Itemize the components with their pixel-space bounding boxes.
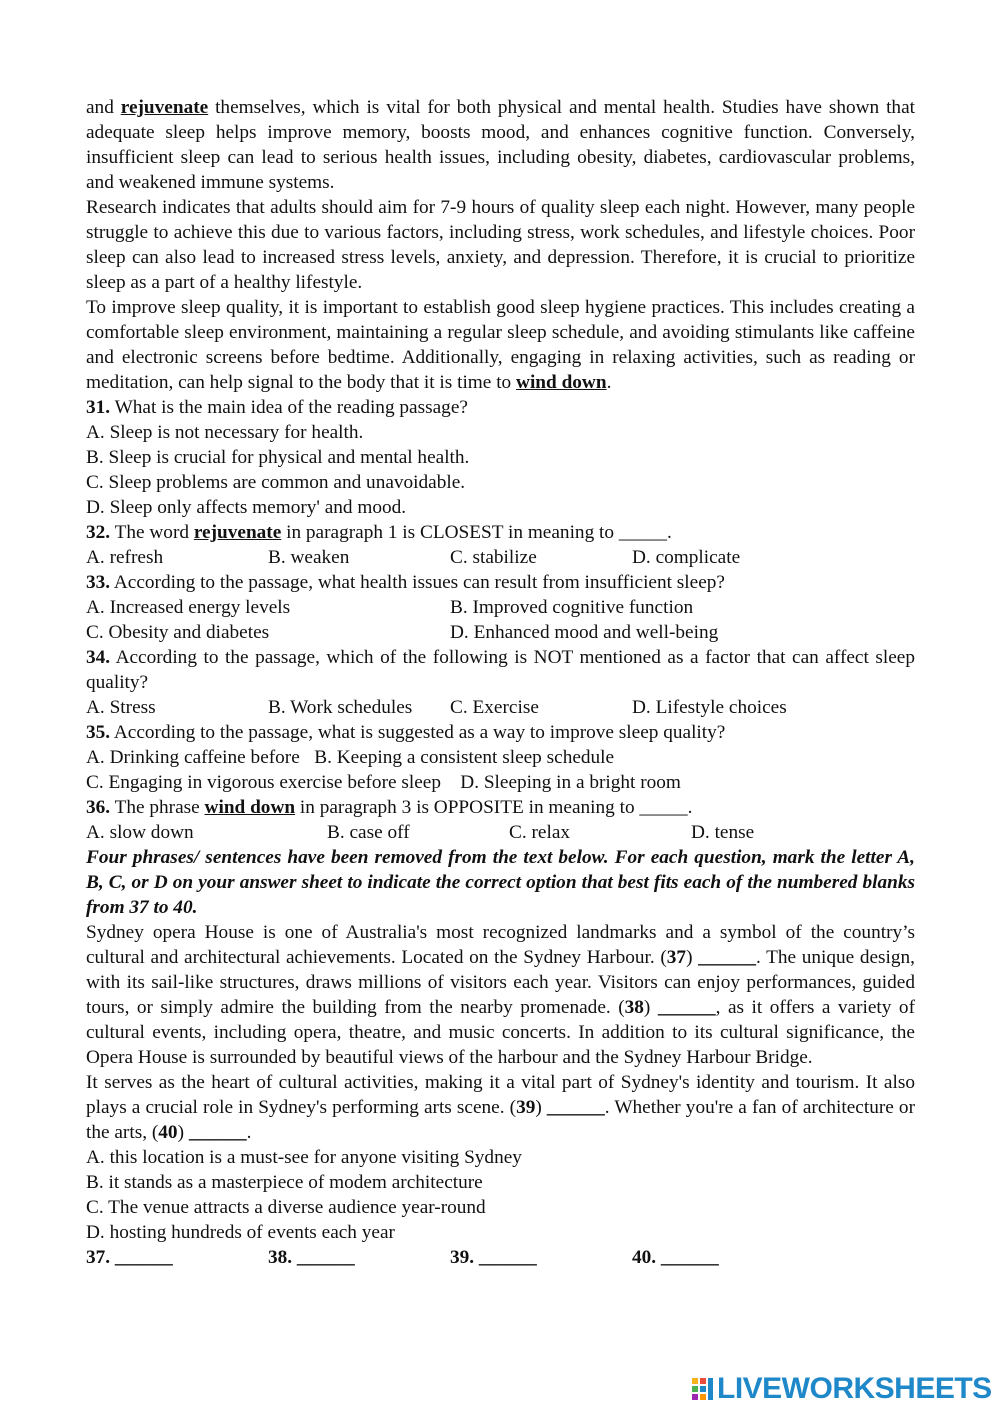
option-32-a: A. refresh [86, 547, 164, 568]
option-36-b: B. case off [327, 822, 410, 843]
liveworksheets-logo-icon [692, 1376, 714, 1402]
answer-blank-38[interactable]: 38. ______ [268, 1247, 355, 1268]
passage-paragraph-3: To improve sleep quality, it is important to establish good sleep hygiene practices. This includes creating a comfortable sleep environment, maintaining a regular sleep schedule, and avoiding stimulants like caffeine and electronic screens before bedtime. Additionally, engaging in relaxing activities, such as reading or meditation, can help signal to the body that it is time to wind down. [86, 297, 915, 393]
option-34-c: C. Exercise [450, 697, 539, 718]
option-31-d: D. Sleep only affects memory' and mood. [86, 497, 407, 518]
option-31-a: A. Sleep is not necessary for health. [86, 422, 364, 443]
options-32 [86, 545, 915, 570]
option-32-c: C. stabilize [450, 547, 537, 568]
liveworksheets-logo-text: LIVEWORKSHEETS [717, 1372, 992, 1405]
option-36-d: D. tense [691, 822, 755, 843]
option-34-a: A. Stress [86, 697, 156, 718]
options-33-cd [86, 620, 915, 645]
cloze-option-d: D. hosting hundreds of events each year [86, 1222, 395, 1243]
option-36-c: C. relax [509, 822, 571, 843]
question-36: 36. The phrase wind down in paragraph 3 is OPPOSITE in meaning to _____. [86, 797, 693, 818]
option-33-a: A. Increased energy levels [86, 597, 291, 618]
options-36 [86, 820, 915, 845]
blank-number-38: 38 [624, 997, 644, 1018]
liveworksheets-logo [692, 1374, 992, 1404]
section-instruction: Four phrases/ sentences have been removed from the text below. For each question, mark the letter A, B, C, or D on your answer sheet to indicate the correct option that best fits each of the numbered blanks from 37 to 40. [86, 847, 915, 918]
option-31-c: C. Sleep problems are common and unavoidable. [86, 472, 466, 493]
option-36-a: A. slow down [86, 822, 194, 843]
blank-number-37: 37 [666, 947, 687, 968]
blank-number-40: 40 [158, 1122, 178, 1143]
question-32: 32. The word rejuvenate in paragraph 1 is CLOSEST in meaning to _____. [86, 522, 672, 543]
blank-40: ______ [188, 1122, 247, 1143]
keyword-rejuvenate: rejuvenate [120, 97, 209, 118]
answer-blank-37[interactable]: 37. ______ [86, 1247, 173, 1268]
option-32-b: B. weaken [268, 547, 350, 568]
answer-blank-39[interactable]: 39. ______ [450, 1247, 537, 1268]
cloze-option-b: B. it stands as a masterpiece of modem architecture [86, 1172, 483, 1193]
answer-blank-40[interactable]: 40. ______ [632, 1247, 719, 1268]
option-34-d: D. Lifestyle choices [632, 697, 787, 718]
keyword-wind-down: wind down [204, 797, 296, 818]
blank-number-39: 39 [516, 1097, 536, 1118]
question-31: 31. What is the main idea of the reading passage? [86, 397, 468, 418]
cloze-option-c: C. The venue attracts a diverse audience year-round [86, 1197, 486, 1218]
option-33-b: B. Improved cognitive function [450, 597, 694, 618]
passage-paragraph-2: Research indicates that adults should aim for 7-9 hours of quality sleep each night. However, many people struggle to achieve this due to various factors, including stress, work schedules, and lifestyle choices. Poor sleep can also lead to increased stress levels, anxiety, and depression. Therefore, it is crucial to prioritize sleep as a part of a healthy lifestyle. [86, 197, 915, 293]
answer-blanks-row [86, 1245, 915, 1270]
blank-39: ______ [546, 1097, 605, 1118]
blank-38: ______ [657, 997, 716, 1018]
passage-paragraph-1: and rejuvenate themselves, which is vital for both physical and mental health. Studies have shown that adequate sleep helps improve memory, boosts mood, and enhances cognitive function. Conversely, insufficient sleep can lead to serious health issues, including obesity, diabetes, cardiovascular problems, and weakened immune systems. [86, 97, 915, 193]
cloze-paragraph-2: It serves as the heart of cultural activities, making it a vital part of Sydney's identity and tourism. It also plays a crucial role in Sydney's performing arts scene. (39) ______. Whether you're a fan of architecture or the arts, (40) ______. [86, 1072, 915, 1143]
option-33-d: D. Enhanced mood and well-being [450, 622, 719, 643]
keyword-rejuvenate: rejuvenate [193, 522, 282, 543]
cloze-option-a: A. this location is a must-see for anyone visiting Sydney [86, 1147, 522, 1168]
options-35-ab: A. Drinking caffeine before B. Keeping a consistent sleep schedule [86, 747, 615, 768]
question-33: 33. According to the passage, what health issues can result from insufficient sleep? [86, 572, 725, 593]
option-31-b: B. Sleep is crucial for physical and mental health. [86, 447, 470, 468]
cloze-paragraph-1: Sydney opera House is one of Australia's most recognized landmarks and a symbol of the country’s cultural and architectural achievements. Located on the Sydney Harbour. (37) ______. The unique design, with its sail-like structures, draws millions of visitors each year. Visitors can enjoy performances, guided tours, or simply admire the building from the nearby promenade. (38) ______, as it offers a variety of cultural events, including opera, theatre, and music concerts. In addition to its cultural significance, the Opera House is surrounded by beautiful views of the harbour and the Sydney Harbour Bridge. [86, 922, 915, 1068]
keyword-wind-down: wind down [516, 372, 607, 393]
question-35: 35. According to the passage, what is suggested as a way to improve sleep quality? [86, 722, 726, 743]
options-34 [86, 695, 915, 720]
worksheet-page [86, 95, 915, 1270]
blank-37: ______ [698, 947, 756, 968]
options-33-ab [86, 595, 915, 620]
option-34-b: B. Work schedules [268, 697, 413, 718]
option-33-c: C. Obesity and diabetes [86, 622, 270, 643]
question-34: 34. According to the passage, which of the following is NOT mentioned as a factor that can affect sleep quality? [86, 647, 915, 693]
option-32-d: D. complicate [632, 547, 741, 568]
options-35-cd: C. Engaging in vigorous exercise before sleep D. Sleeping in a bright room [86, 772, 681, 793]
